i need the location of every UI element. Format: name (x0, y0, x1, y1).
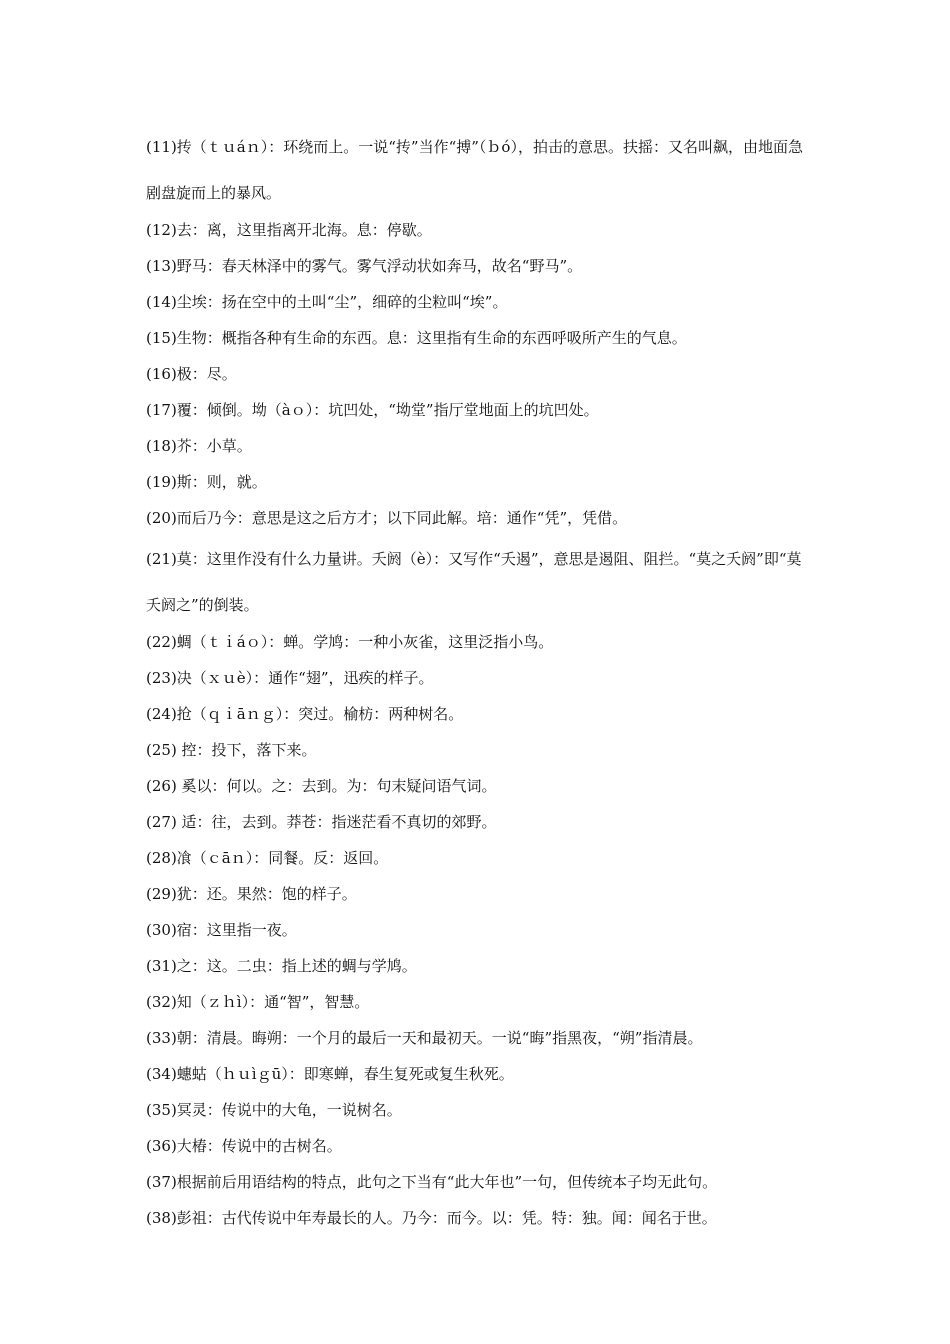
annotation-item: (14)尘埃：扬在空中的土叫“尘”，细碎的尘粒叫“埃”。 (146, 293, 508, 311)
annotation-item: (15)生物：概指各种有生命的东西。息：这里指有生命的东西呼吸所产生的气息。 (146, 329, 687, 347)
annotation-item: (22)蜩（ｔｉáｏ）：蝉。学鸠：一种小灰雀，这里泛指小鸟。 (146, 633, 554, 651)
annotation-item: (16)极：尽。 (146, 365, 237, 383)
annotation-item: (27) 适：往，去到。莽苍：指迷茫看不真切的郊野。 (146, 813, 497, 831)
annotation-item: (31)之：这。二虫：指上述的蜩与学鸠。 (146, 957, 417, 975)
annotation-item: (34)蟪蛄（ｈｕìｇū）：即寒蝉，春生复死或复生秋死。 (146, 1065, 514, 1083)
annotation-item: (12)去：离，这里指离开北海。息：停歇。 (146, 221, 432, 239)
annotation-item: (26) 奚以：何以。之：去到。为：句末疑问语气词。 (146, 777, 497, 795)
annotation-item: (17)覆：倾倒。坳（àｏ）：坑凹处，“坳堂”指厅堂地面上的坑凹处。 (146, 401, 599, 419)
annotation-item: (24)抢（ｑｉāｎｇ）：突过。榆枋：两种树名。 (146, 705, 464, 723)
annotation-item: (23)决（ｘｕè）：通作“翅”，迅疾的样子。 (146, 669, 434, 687)
annotation-item: (21)莫：这里作没有什么力量讲。夭阏（è）：又写作“夭遏”，意思是遏阻、阻拦。“莫之夭阏”即“莫夭阏之”的倒装。 (146, 550, 802, 614)
annotation-item: (11)抟（ｔｕáｎ）：环绕而上。一说“抟”当作“搏”（ｂó），拍击的意思。扶摇：又名叫飙，由地面急剧盘旋而上的暴风。 (146, 138, 803, 202)
annotation-item: (30)宿：这里指一夜。 (146, 921, 297, 939)
annotation-item: (18)芥：小草。 (146, 437, 252, 455)
annotation-list (146, 124, 816, 1236)
annotation-item: (20)而后乃今：意思是这之后方才；以下同此解。培：通作“凭”，凭借。 (146, 509, 628, 527)
annotation-item: (19)斯：则，就。 (146, 473, 267, 491)
annotation-item: (37)根据前后用语结构的特点，此句之下当有“此大年也”一句，但传统本子均无此句。 (146, 1173, 718, 1191)
annotation-item: (13)野马：春天林泽中的雾气。雾气浮动状如奔马，故名“野马”。 (146, 257, 583, 275)
annotation-item: (28)飡（ｃāｎ）：同餐。反：返回。 (146, 849, 389, 867)
annotation-item: (33)朝：清晨。晦朔：一个月的最后一天和最初天。一说“晦”指黑夜，“朔”指清晨。 (146, 1029, 703, 1047)
annotation-item: (29)犹：还。果然：饱的样子。 (146, 885, 357, 903)
annotation-item: (32)知（ｚｈì）：通“智”，智慧。 (146, 993, 370, 1011)
annotation-item: (25) 控：投下，落下来。 (146, 741, 317, 759)
annotation-item: (36)大椿：传说中的古树名。 (146, 1137, 342, 1155)
annotation-item: (38)彭祖：古代传说中年寿最长的人。乃今：而今。以：凭。特：独。闻：闻名于世。 (146, 1209, 717, 1227)
annotation-item: (35)冥灵：传说中的大龟，一说树名。 (146, 1101, 402, 1119)
